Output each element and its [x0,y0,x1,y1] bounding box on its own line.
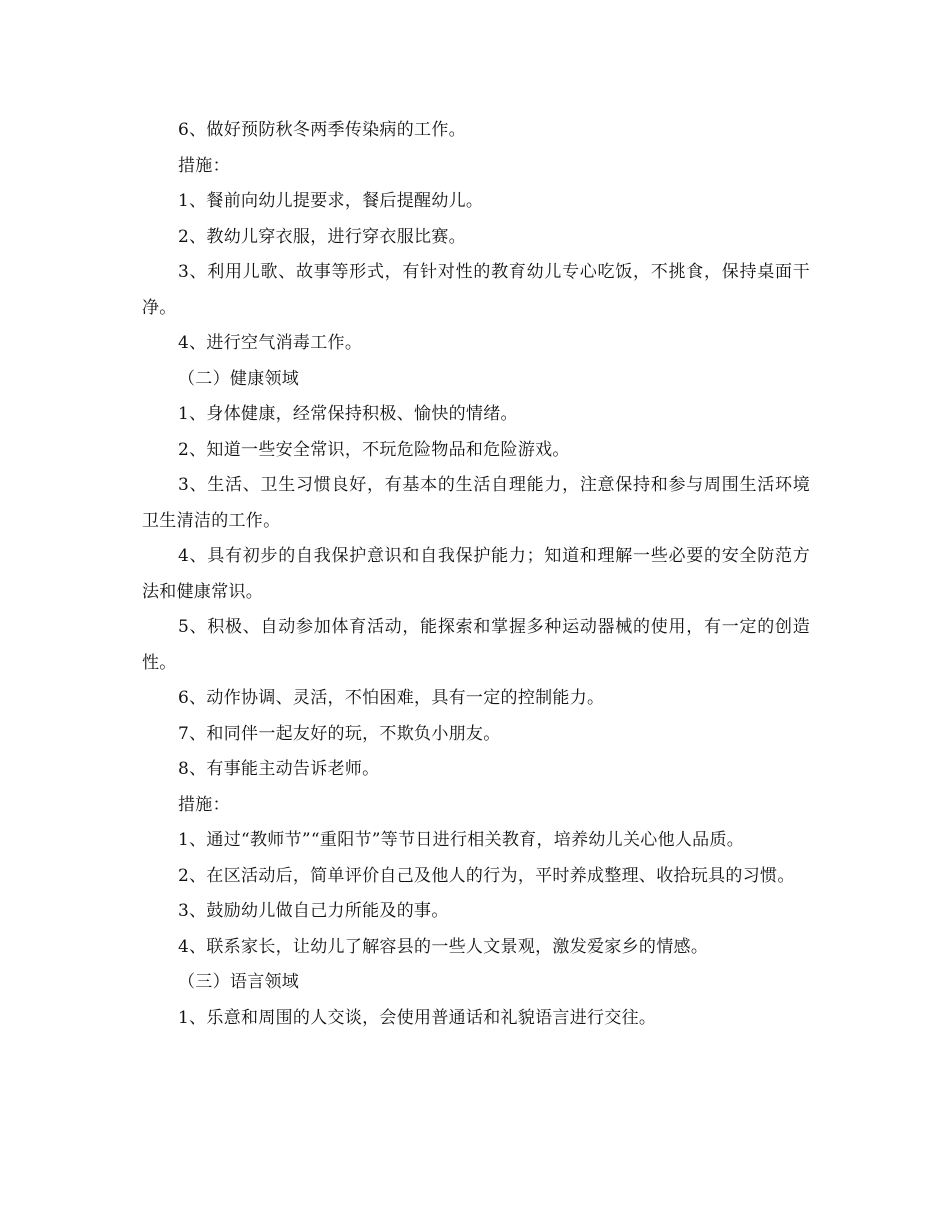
paragraph-item: 2、在区活动后，简单评价自己及他人的行为，平时养成整理、收拾玩具的习惯。 [178,865,795,886]
paragraph-item: 1、餐前向幼儿提要求，餐后提醒幼儿。 [178,191,484,211]
paragraph-item: 1、身体健康，经常保持积极、愉快的情绪。 [178,404,518,424]
paragraph-item: 4、具有初步的自我保护意识和自我保护能力；知道和理解一些必要的安全防范方法和健康常识。 [142,546,810,602]
paragraph-item: 1、通过“教师节”“重阳节”等节日进行相关教育，培养幼儿关心他人品质。 [178,830,745,850]
paragraph-item: 2、知道一些安全常识，不玩危险物品和危险游戏。 [178,439,570,460]
document-body [142,113,810,1036]
paragraph-item: 2、教幼儿穿衣服，进行穿衣服比赛。 [178,226,466,247]
paragraph-item: 5、积极、自动参加体育活动，能探索和掌握多种运动器械的使用，有一定的创造性。 [142,617,810,673]
paragraph-item: 4、进行空气消毒工作。 [178,333,363,353]
paragraph-item: 3、生活、卫生习惯良好，有基本的生活自理能力，注意保持和参与周围生活环境卫生清洁的工作。 [142,475,810,531]
paragraph-item: 3、利用儿歌、故事等形式，有针对性的教育幼儿专心吃饭，不挑食，保持桌面干净。 [142,262,810,318]
paragraph-measures-label: 措施： [178,794,230,815]
paragraph-item: 4、联系家长，让幼儿了解容县的一些人文景观，激发爱家乡的情感。 [178,936,709,957]
paragraph-item: 7、和同伴一起友好的玩，不欺负小朋友。 [178,723,501,744]
paragraph-measures-label: 措施： [178,155,230,176]
section-heading-language: （三）语言领域 [178,972,300,992]
paragraph-item: 6、做好预防秋冬两季传染病的工作。 [178,120,466,140]
paragraph-item: 3、鼓励幼儿做自己力所能及的事。 [178,901,449,921]
section-heading-health: （二）健康领域 [178,368,300,389]
paragraph-item: 8、有事能主动告诉老师。 [178,759,380,779]
paragraph-item: 1、乐意和周围的人交谈，会使用普通话和礼貌语言进行交往。 [178,1007,657,1028]
paragraph-item: 6、动作协调、灵活，不怕困难，具有一定的控制能力。 [178,688,605,708]
